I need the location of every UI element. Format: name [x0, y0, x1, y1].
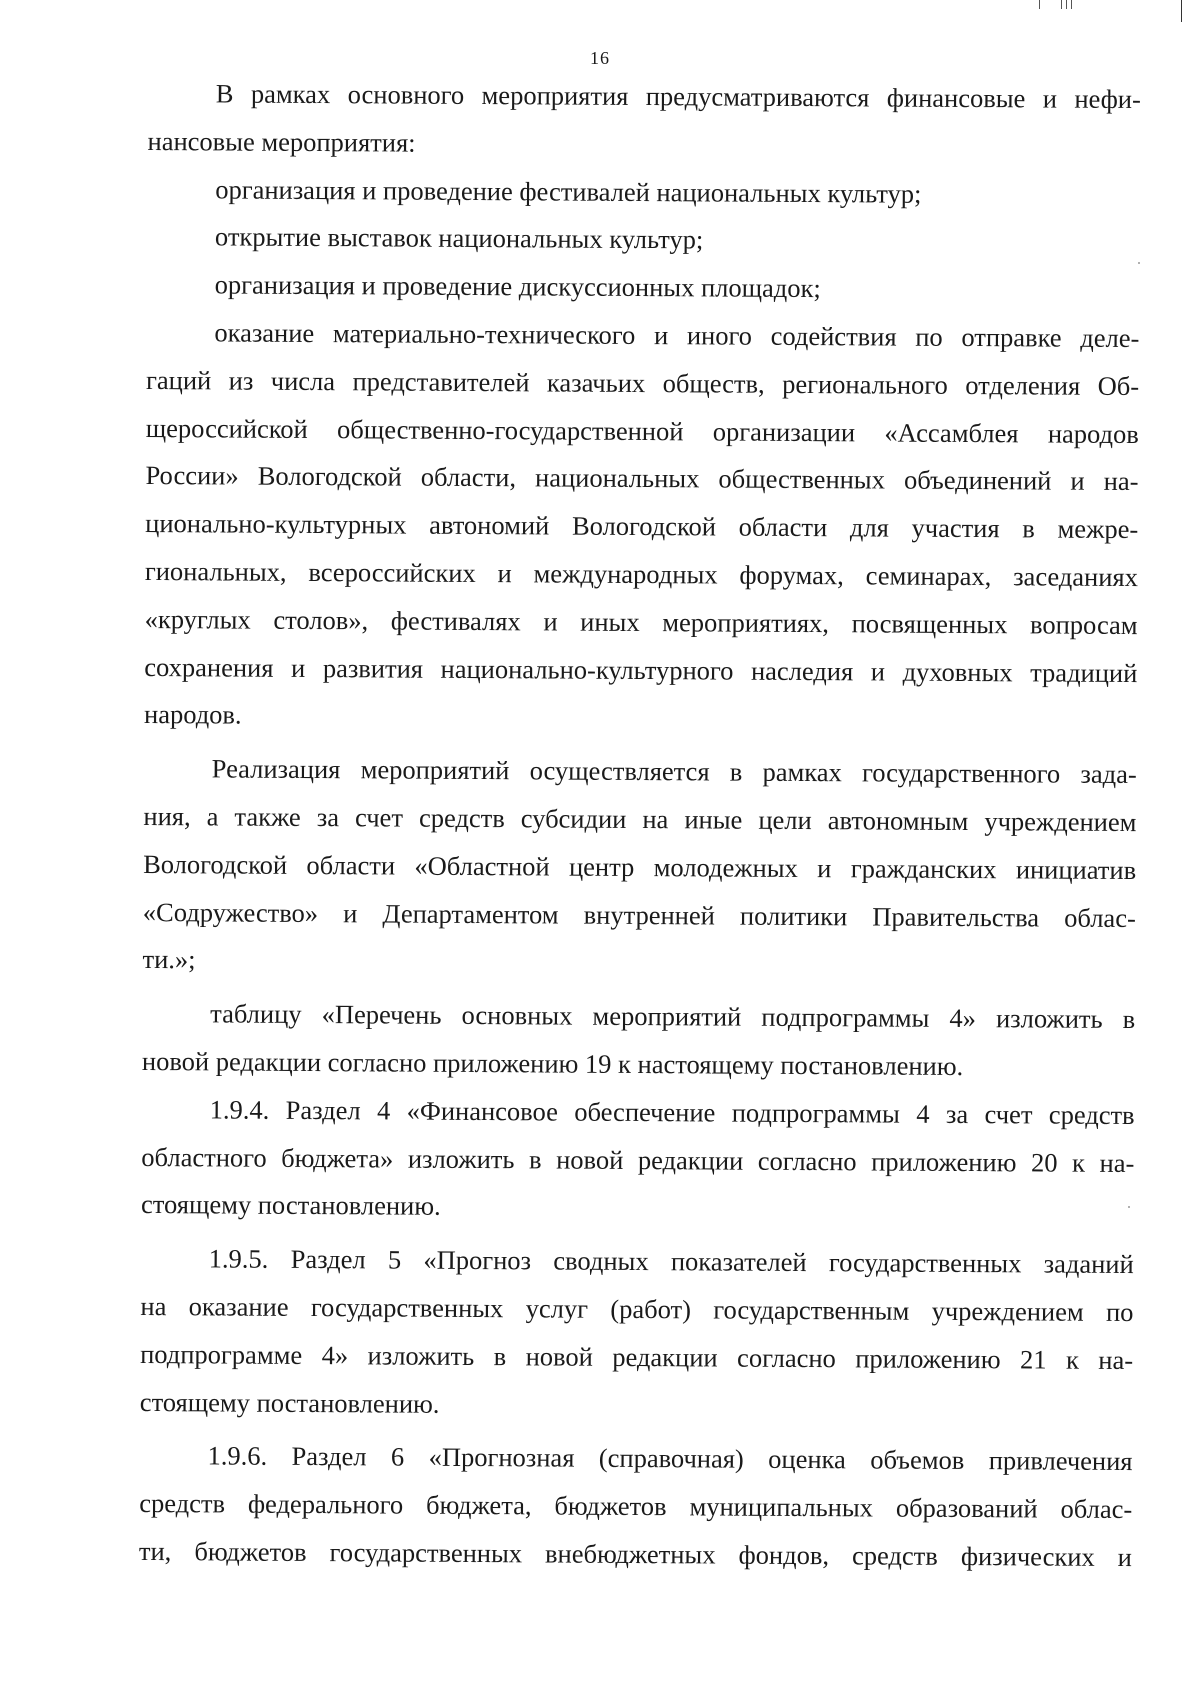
paragraph-line: 1.9.6. Раздел 6 «Прогнозная (справочная) оценка объемов привлечения: [207, 1440, 1133, 1477]
page-number: 16: [590, 48, 610, 68]
scan-tick: [1071, 0, 1072, 9]
paragraph-line: ционально-культурных автономий Вологодской области для участия в межре-: [145, 508, 1139, 545]
paragraph-line: средств федерального бюджета, бюджетов муниципальных образований облас-: [139, 1488, 1133, 1525]
scan-tick: [1039, 0, 1040, 9]
paragraph-line: таблицу «Перечень основных мероприятий подпрограммы 4» изложить в: [210, 998, 1136, 1035]
paragraph-line: «Содружество» и Департаментом внутренней политики Правительства облас-: [142, 896, 1136, 933]
list-item: организация и проведение дискуссионных площадок;: [214, 269, 821, 304]
paragraph-line: сохранения и развития национально-культурного наследия и духовных традиций: [144, 651, 1138, 688]
paragraph-line: 1.9.5. Раздел 5 «Прогноз сводных показателей государственных заданий: [208, 1243, 1134, 1280]
list-item: открытие выставок национальных культур;: [214, 221, 704, 255]
scan-tick: [1061, 0, 1062, 9]
scan-speck: [1138, 262, 1140, 264]
list-item: организация и проведение фестивалей национальных культур;: [215, 174, 922, 209]
paragraph-line: стоящему постановлению.: [140, 1189, 441, 1222]
paragraph-line: «круглых столов», фестивалях и иных мероприятиях, посвященных вопросам: [144, 603, 1138, 640]
scan-tick: [1066, 0, 1067, 9]
paragraph-line: гаций из числа представителей казачьих обществ, регионального отделения Об-: [146, 364, 1140, 401]
paragraph-line: нансовые мероприятия:: [147, 125, 416, 158]
paragraph-line: ти, бюджетов государственных внебюджетных фондов, средств физических и: [138, 1535, 1133, 1572]
paragraph-line: народов.: [143, 699, 242, 730]
paragraph-line: 1.9.4. Раздел 4 «Финансовое обеспечение подпрограммы 4 за счет средств: [209, 1094, 1135, 1130]
scan-edge-marks: [1012, 0, 1182, 14]
paragraph-line: Вологодской области «Областной центр молодежных и гражданских инициатив: [143, 848, 1137, 885]
paragraph-line: Реализация мероприятий осуществляется в рамках государственного зада-: [211, 753, 1137, 790]
paragraph-line: на оказание государственных услуг (работ) государственным учреждением по: [140, 1290, 1134, 1327]
paragraph-line: подпрограмме 4» изложить в новой редакции согласно приложению 21 к на-: [140, 1338, 1134, 1375]
paragraph-line: ния, а также за счет средств субсидии на иные цели автономным учреждением: [143, 800, 1137, 838]
paragraph-line: В рамках основного мероприятия предусматриваются финансовые и нефи-: [215, 78, 1141, 115]
scan-speck: [1128, 1206, 1130, 1208]
paragraph-line: оказание материально-технического и иного содействия по отправке деле-: [214, 317, 1140, 354]
paragraph-line: гиональных, всероссийских и международных форумах, семинарах, заседаниях: [144, 555, 1139, 593]
paragraph-line: России» Вологодской области, национальных общественных объединений и на-: [145, 460, 1139, 497]
paragraph-line: щероссийской общественно-государственной организации «Ассамблея народов: [145, 412, 1139, 449]
scan-edge-line: [1181, 0, 1182, 22]
paragraph-line: областного бюджета» изложить в новой редакции согласно приложению 20 к на-: [141, 1141, 1135, 1178]
paragraph-line: стоящему постановлению.: [139, 1386, 440, 1419]
document-body: [139, 70, 1141, 1582]
paragraph-line: ти.»;: [142, 944, 196, 975]
paragraph-line: новой редакции согласно приложению 19 к настоящему постановлению.: [141, 1045, 964, 1081]
